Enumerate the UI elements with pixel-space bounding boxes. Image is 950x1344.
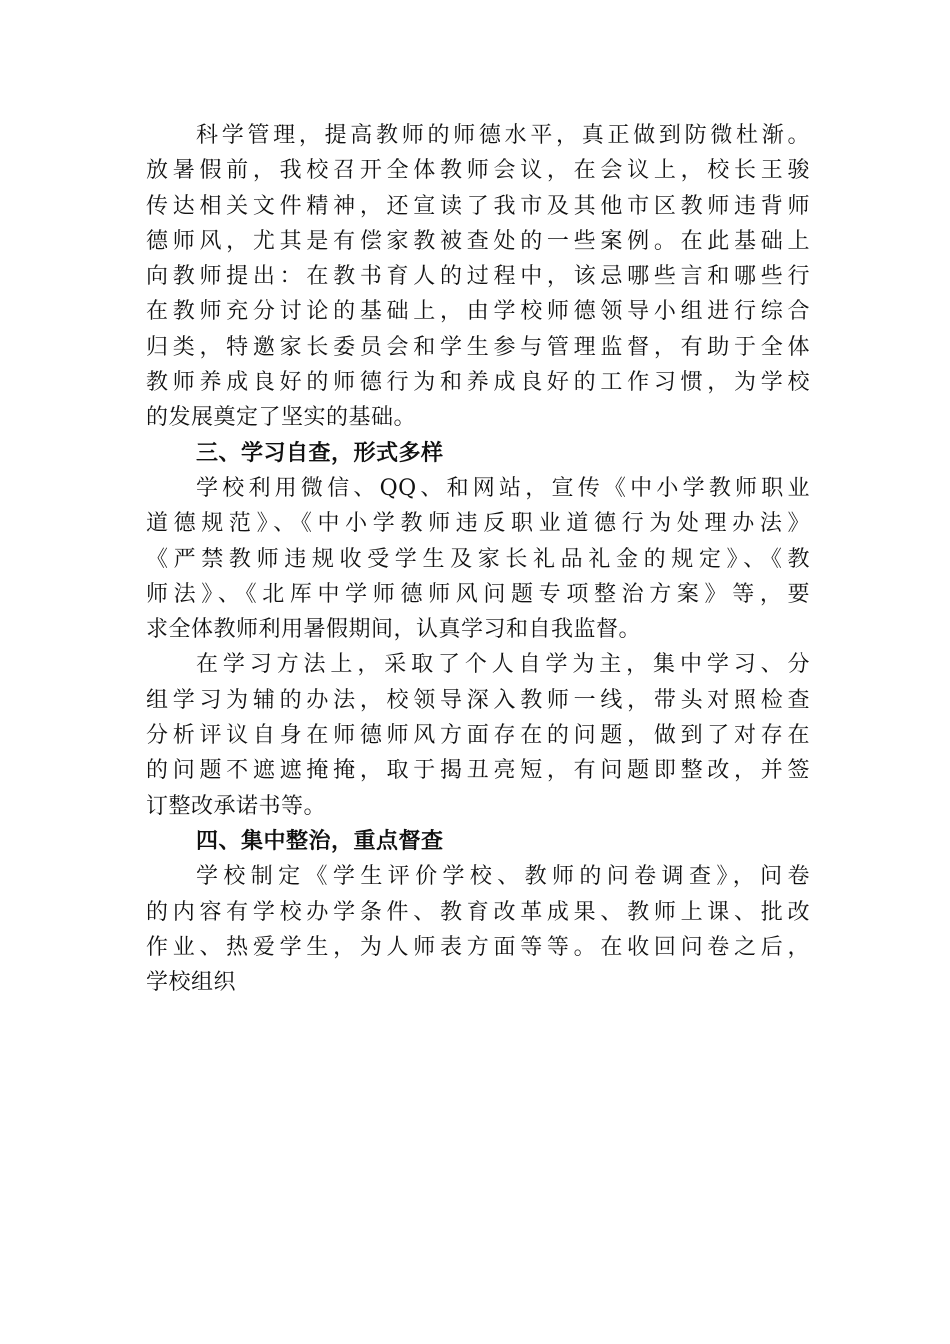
paragraph-line: 德师风，尤其是有偿家教被查处的一些案例。在此基础上: [146, 228, 810, 254]
paragraph-line: 求全体教师利用暑假期间，认真学习和自我监督。: [146, 617, 642, 643]
section-heading: 四、集中整治，重点督查: [196, 828, 444, 854]
paragraph-first-line: 在学习方法上，采取了个人自学为主，集中学习、分: [196, 652, 810, 678]
paragraph-line: 《严禁教师违规收受学生及家长礼品礼金的规定》、《教: [146, 546, 810, 572]
paragraph-line: 传达相关文件精神，还宣读了我市及其他市区教师违背师: [146, 193, 810, 219]
paragraph-line: 教师养成良好的师德行为和养成良好的工作习惯，为学校: [146, 370, 810, 396]
paragraph-line: 组学习为辅的办法，校领导深入教师一线，带头对照检查: [146, 687, 810, 713]
section-heading: 三、学习自查，形式多样: [196, 440, 444, 466]
paragraph-line: 的问题不遮遮掩掩，取于揭丑亮短，有问题即整改，并签: [146, 758, 810, 784]
paragraph-line: 师法》、《北厍中学师德师风问题专项整治方案》等，要: [146, 581, 810, 607]
paragraph-line: 道德规范》、《中小学教师违反职业道德行为处理办法》: [146, 511, 810, 537]
paragraph-line: 学校组织: [146, 970, 237, 996]
paragraph-line: 归类，特邀家长委员会和学生参与管理监督，有助于全体: [146, 334, 810, 360]
paragraph-line: 在教师充分讨论的基础上，由学校师德领导小组进行综合: [146, 299, 810, 325]
paragraph-line: 作业、热爱学生，为人师表方面等等。在收回问卷之后，: [146, 934, 810, 960]
paragraph-first-line: 科学管理，提高教师的师德水平，真正做到防微杜渐。: [196, 123, 810, 148]
paragraph-line: 分析评议自身在师德师风方面存在的问题，做到了对存在: [146, 723, 810, 749]
paragraph-line: 的发展奠定了坚实的基础。: [146, 405, 417, 431]
document-body: [146, 118, 810, 1000]
paragraph-first-line: 学校制定《学生评价学校、教师的问卷调查》，问卷: [196, 864, 810, 890]
paragraph-line: 放暑假前，我校召开全体教师会议，在会议上，校长王骏: [146, 158, 810, 184]
paragraph-line: 订整改承诺书等。: [146, 793, 327, 819]
paragraph-first-line: 学校利用微信、QQ、和网站，宣传《中小学教师职业: [196, 475, 810, 501]
paragraph-line: 的内容有学校办学条件、教育改革成果、教师上课、批改: [146, 899, 810, 925]
paragraph-line: 向教师提出：在教书育人的过程中，该忌哪些言和哪些行: [146, 264, 810, 290]
